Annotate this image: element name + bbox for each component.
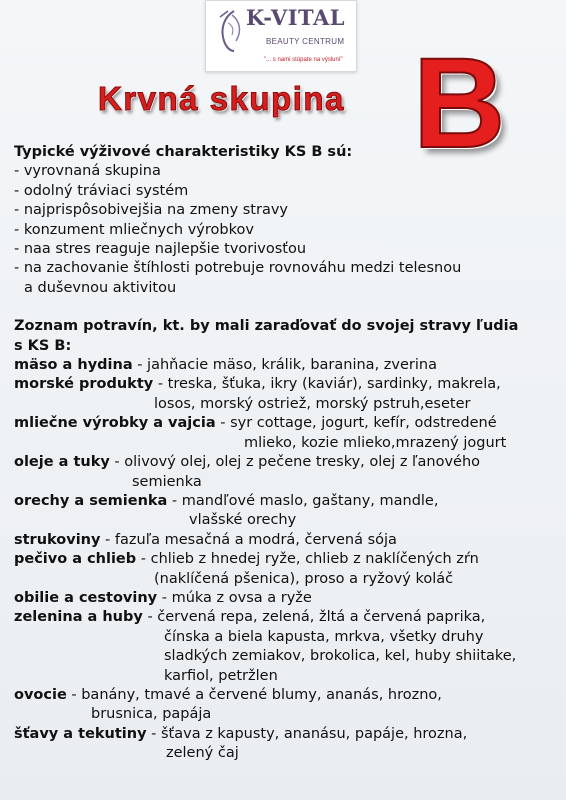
blood-group-letter: B xyxy=(413,32,506,175)
food-items-continuation: mlieko, kozie mlieko,mrazený jogurt xyxy=(244,434,507,451)
food-items-text: - chlieb z hnedej ryže, chlieb z naklíčených zŕn xyxy=(136,551,479,568)
food-items-continuation: vlašské orechy xyxy=(189,512,297,529)
main-content xyxy=(14,143,554,764)
leaf-face-logo-icon xyxy=(214,7,250,53)
food-category-label: zelenina a huby xyxy=(14,609,143,626)
food-items-continuation: zelený čaj xyxy=(166,745,239,762)
foods-heading: Zoznam potravín, kt. by mali zaraďovať do svojej stravy ľudia xyxy=(14,318,519,335)
food-items-continuation: losos, morský ostriež, morský pstruh,eseter xyxy=(154,395,471,412)
logo-tagline: "... s nami stúpate na výsluní" xyxy=(264,57,343,63)
food-items-text: - banány, tmavé a červené blumy, ananás, hrozno, xyxy=(66,686,442,703)
food-category-label: strukoviny xyxy=(14,531,101,548)
characteristics-heading: Typické výživové charakteristiky KS B sú: xyxy=(14,144,353,160)
food-items-continuation: sladkých zemiakov, brokolica, kel, huby shiitake, xyxy=(164,648,517,665)
food-items-text: - jahňacie mäso, králik, baranina, zverina xyxy=(132,357,437,374)
logo-subtitle: BEAUTY CENTRUM xyxy=(266,37,345,46)
food-items-text: - mandľové maslo, gaštany, mandle, xyxy=(167,492,439,509)
food-category-label: oleje a tuky xyxy=(14,454,110,471)
food-group-row xyxy=(14,608,554,627)
food-items-continuation: karfiol, petržlen xyxy=(164,667,278,684)
food-group-row xyxy=(14,550,554,569)
food-group-row xyxy=(14,531,554,550)
foods-heading-line2: s KS B: xyxy=(14,337,72,354)
page-title: Krvná skupina xyxy=(98,80,345,117)
characteristic-item: - konzument mliečnych výrobkov xyxy=(14,221,254,238)
food-group-row xyxy=(14,375,554,394)
food-category-label: obilie a cestoviny xyxy=(14,589,158,606)
characteristic-item: - najprispôsobivejšia na zmeny stravy xyxy=(14,202,289,219)
k-vital-logo xyxy=(205,0,357,72)
food-items-continuation: (naklíčená pšenica), proso a ryžový koláč xyxy=(154,570,454,587)
characteristic-item-continuation: a duševnou aktivitou xyxy=(24,279,177,296)
food-category-label: mäso a hydina xyxy=(14,357,133,374)
food-items-continuation: brusnica, papája xyxy=(91,706,212,723)
characteristic-item: - vyrovnaná skupina xyxy=(14,163,161,180)
food-category-label: morské produkty xyxy=(14,376,154,393)
food-category-label: orechy a semienka xyxy=(14,492,168,509)
food-items-continuation: čínska a biela kapusta, mrkva, všetky druhy xyxy=(164,628,484,645)
food-group-row xyxy=(14,725,554,744)
food-group-row xyxy=(14,356,554,375)
logo-name: K-VITAL xyxy=(246,5,346,30)
food-items-continuation: semienka xyxy=(132,473,202,490)
food-category-label: mliečne výrobky a vajcia xyxy=(14,415,216,432)
characteristic-item: - na zachovanie štíhlosti potrebuje rovnováhu medzi telesnou xyxy=(14,260,462,277)
food-items-text: - šťava z kapusty, ananásu, papáje, hrozna, xyxy=(146,725,468,742)
characteristic-item: - odolný tráviaci systém xyxy=(14,182,189,199)
food-items-text: - fazuľa mesačná a modrá, červená sója xyxy=(100,531,397,548)
food-category-label: ovocie xyxy=(14,686,67,703)
food-group-row xyxy=(14,686,554,705)
food-items-text: - múka z ovsa a ryže xyxy=(157,589,312,606)
food-category-label: pečivo a chlieb xyxy=(14,551,137,568)
food-group-row xyxy=(14,453,554,472)
food-group-row xyxy=(14,589,554,608)
food-items-text: - treska, šťuka, ikry (kaviár), sardinky, makrela, xyxy=(153,376,501,393)
food-groups-list xyxy=(14,356,554,764)
food-items-text: - červená repa, zelená, žltá a červená paprika, xyxy=(142,609,486,626)
food-items-text: - olivový olej, olej z pečene tresky, olej z ľanového xyxy=(109,454,481,471)
food-group-row xyxy=(14,492,554,511)
food-category-label: šťavy a tekutiny xyxy=(14,725,147,742)
food-items-text: - syr cottage, jogurt, kefír, odstredené xyxy=(215,415,497,432)
characteristic-item: - naa stres reaguje najlepšie tvorivosťou xyxy=(14,241,307,258)
food-group-row xyxy=(14,414,554,433)
